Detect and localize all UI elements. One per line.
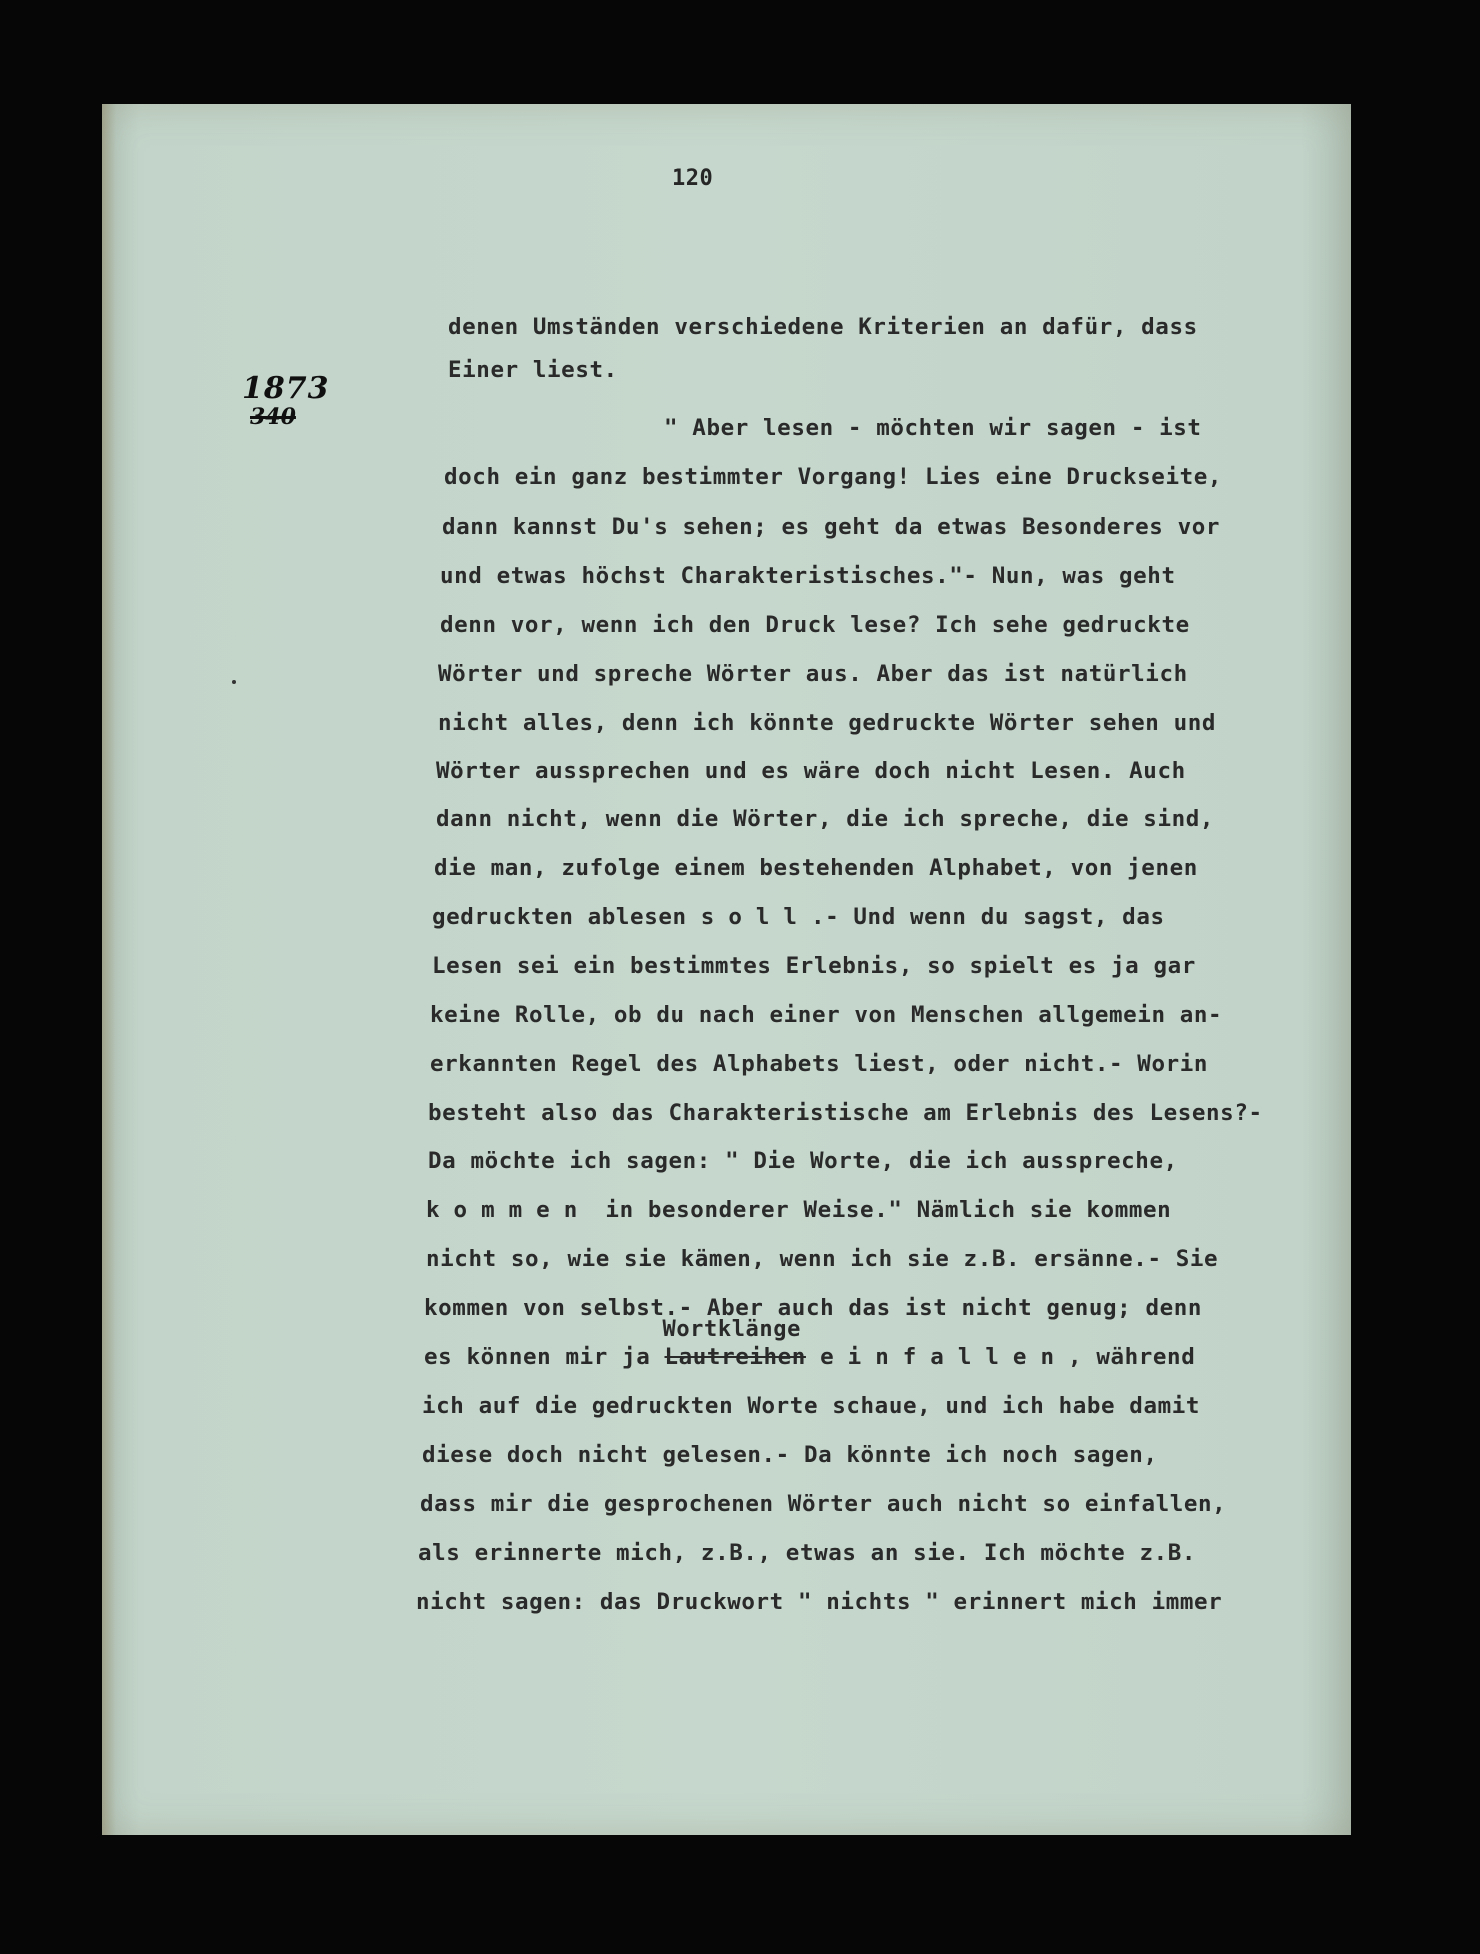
text-line: Lesen sei ein bestimmtes Erlebnis, so spielt es ja gar <box>432 953 1196 979</box>
text-line: dass mir die gesprochenen Wörter auch nicht so einfallen, <box>420 1491 1227 1517</box>
text-line: die man, zufolge einem bestehenden Alphabet, von jenen <box>434 855 1198 881</box>
page-number: 120 <box>672 166 714 191</box>
text-segment: gedruckten ablesen <box>432 904 701 930</box>
emphasized-word: kommen <box>426 1197 592 1223</box>
emphasized-word: einfallen <box>820 1344 1069 1370</box>
text-line: diese doch nicht gelesen.- Da könnte ich noch sagen, <box>422 1442 1158 1468</box>
text-line: Wörter aussprechen und es wäre doch nicht Lesen. Auch <box>436 758 1186 784</box>
margin-note-crossed-out: 340 <box>250 404 296 430</box>
text-line: besteht also das Charakteristische am Erlebnis des Lesens?- <box>428 1100 1263 1126</box>
text-line: doch ein ganz bestimmter Vorgang! Lies eine Druckseite, <box>444 464 1223 490</box>
text-line: kommen von selbst.- Aber auch das ist nicht genug; denn <box>424 1295 1203 1321</box>
text-line <box>426 1195 1171 1225</box>
text-line <box>424 1317 1196 1372</box>
text-line: Einer liest. <box>448 357 618 383</box>
text-line: und etwas höchst Charakteristisches."- Nun, was geht <box>440 563 1176 589</box>
emphasized-word: soll <box>700 904 811 930</box>
text-segment: es können mir ja <box>424 1344 665 1370</box>
text-line: " Aber lesen - möchten wir sagen - ist <box>664 415 1202 441</box>
text-line: keine Rolle, ob du nach einer von Menschen allgemein an- <box>430 1002 1223 1028</box>
text-line: ich auf die gedruckten Worte schaue, und ich habe damit <box>422 1393 1201 1419</box>
margin-note-current: 1873 <box>242 371 330 406</box>
text-segment: in besonderer Weise." Nämlich sie kommen <box>591 1197 1172 1223</box>
text-line: dann nicht, wenn die Wörter, die ich spreche, die sind, <box>436 806 1215 832</box>
inserted-word: Wortklänge <box>662 1317 801 1342</box>
text-line: nicht sagen: das Druckwort " nichts " erinnert mich immer <box>416 1589 1223 1615</box>
text-line: erkannten Regel des Alphabets liest, oder nicht.- Worin <box>430 1051 1209 1077</box>
text-segment: , während <box>1068 1344 1196 1370</box>
text-line: nicht alles, denn ich könnte gedruckte Wörter sehen und <box>438 710 1217 736</box>
text-line: denn vor, wenn ich den Druck lese? Ich sehe gedruckte <box>440 612 1190 638</box>
text-line: Da möchte ich sagen: " Die Worte, die ich ausspreche, <box>428 1148 1178 1174</box>
text-line <box>432 902 1165 932</box>
text-segment: .- Und wenn du sagst, das <box>810 904 1165 930</box>
crossed-out-word <box>662 1317 806 1370</box>
text-line: dann kannst Du's sehen; es geht da etwas Besonderes vor <box>442 514 1221 540</box>
text-line: nicht so, wie sie kämen, wenn ich sie z.B. ersänne.- Sie <box>426 1246 1219 1272</box>
crossed-out-text: Lautreihen <box>664 1344 806 1370</box>
text-line: Wörter und spreche Wörter aus. Aber das ist natürlich <box>438 661 1188 687</box>
text-line: als erinnerte mich, z.B., etwas an sie. Ich möchte z.B. <box>418 1540 1197 1566</box>
margin-note <box>242 371 330 430</box>
text-line: denen Umständen verschiedene Kriterien an dafür, dass <box>448 314 1198 340</box>
paper-speck <box>232 680 236 684</box>
